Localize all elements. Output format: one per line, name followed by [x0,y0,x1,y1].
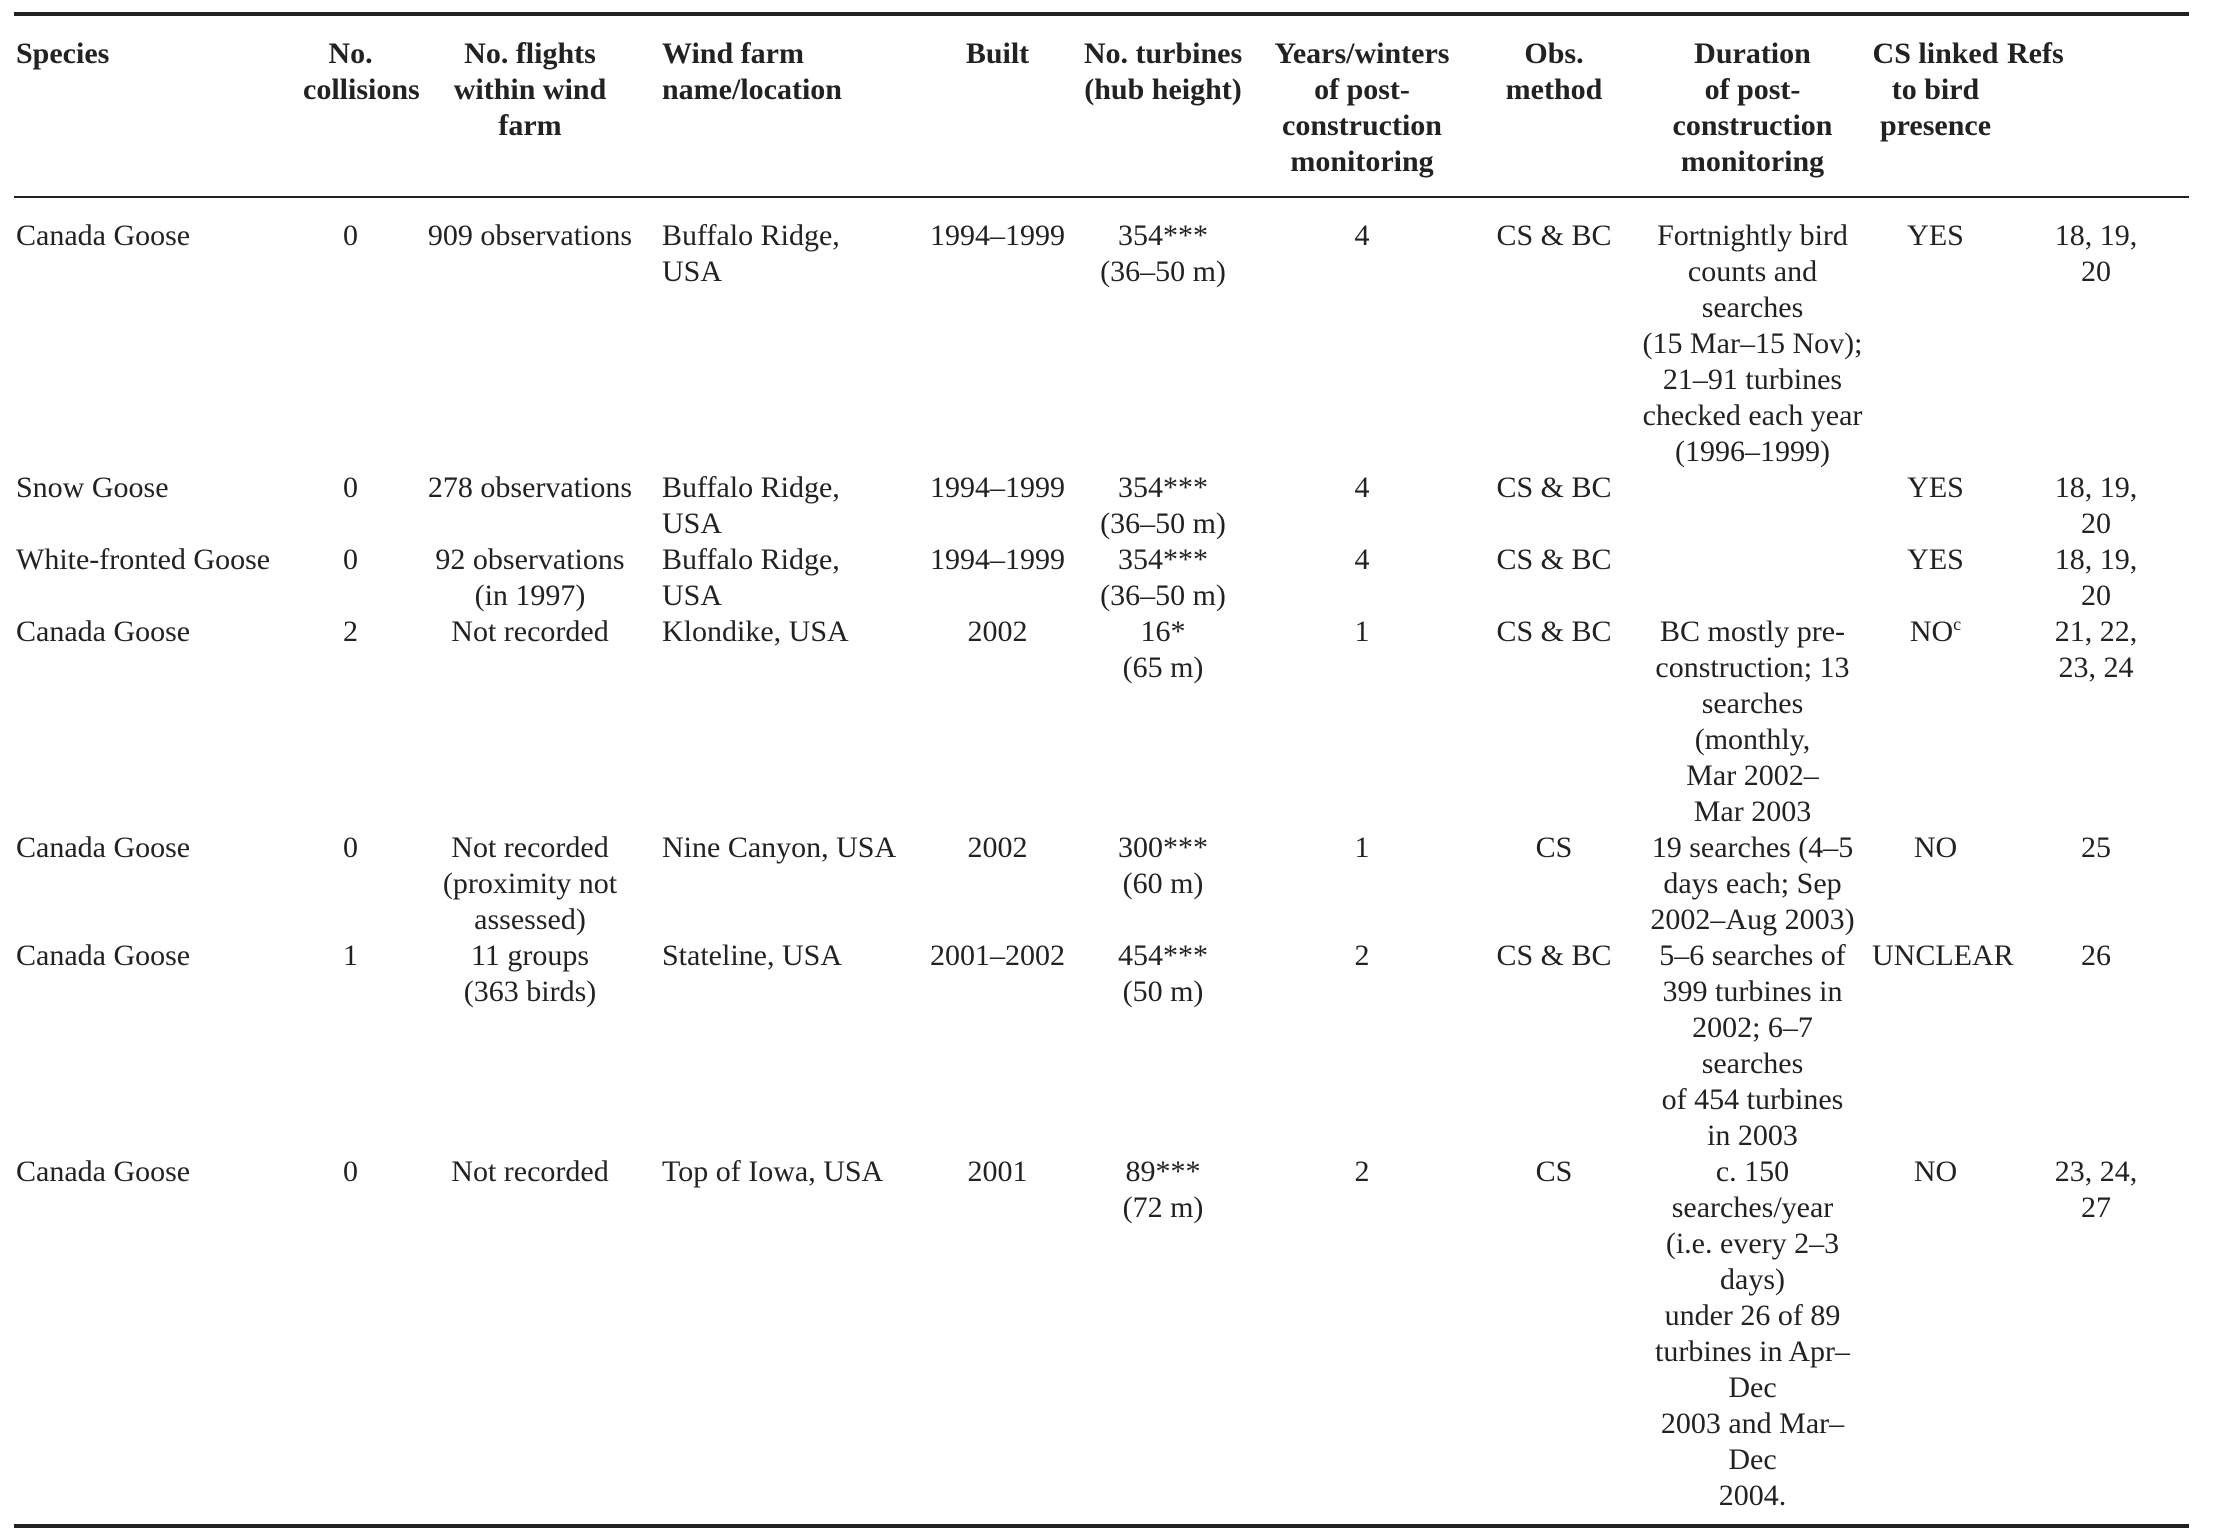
cell-species-text: Canada Goose [16,219,191,252]
cell-flights [402,614,658,830]
cell-turbines [1073,542,1253,614]
table-header [14,14,2189,197]
table-row [14,830,2189,938]
cell-method [1471,614,1637,830]
cell-collisions [299,197,402,470]
cell-species-text: Canada Goose [16,1155,191,1188]
cell-built [922,938,1073,1154]
cell-built-text: 1994–1999 [930,543,1065,576]
cell-method-text: CS [1535,1155,1573,1188]
cell-method-text: CS & BC [1496,543,1612,576]
cell-collisions [299,542,402,614]
cell-flights [402,938,658,1154]
cell-location [658,614,922,830]
header-refs: Refs [2007,37,2064,70]
cell-collisions-text: 1 [343,939,358,972]
cell-built [922,1154,1073,1526]
cell-refs [2003,614,2189,830]
cell-species [14,542,299,614]
cell-duration-text: BC mostly pre- construction; 13 searches (monthly, Mar 2002– Mar 2003 [1655,615,1850,828]
cell-built [922,197,1073,470]
cell-method-text: CS & BC [1496,471,1612,504]
cell-turbines-text: 300*** (60 m) [1118,831,1208,900]
cell-refs [2003,830,2189,938]
cell-collisions-text: 0 [343,543,358,576]
cell-years-text: 2 [1354,1155,1370,1188]
footnote-marker: c [1953,614,1962,634]
cell-collisions [299,1154,402,1526]
cell-flights [402,470,658,542]
cell-years [1253,830,1471,938]
cell-built-text: 2002 [967,831,1028,864]
cell-years [1253,197,1471,470]
cell-turbines-text: 454*** (50 m) [1118,939,1208,1008]
cell-method-text: CS & BC [1496,615,1612,648]
cell-duration-text: 19 searches (4–5 days each; Sep 2002–Aug 2003) [1650,831,1855,936]
cell-species-text: White-fronted Goose [16,543,271,576]
cell-method [1471,1154,1637,1526]
cell-cs-linked [1868,197,2003,470]
cell-turbines-text: 354*** (36–50 m) [1100,219,1226,288]
cell-location-text: Nine Canyon, USA [662,831,897,864]
cell-years-text: 2 [1354,939,1370,972]
cell-collisions [299,470,402,542]
cell-flights-text: 909 observations [427,219,633,252]
cell-turbines-text: 89*** (72 m) [1122,1155,1204,1224]
cell-collisions-text: 0 [343,471,358,504]
cell-built-text: 2001 [967,1155,1028,1188]
cell-duration [1637,938,1868,1154]
cell-years-text: 1 [1354,831,1370,864]
table-row [14,1154,2189,1526]
cell-flights [402,1154,658,1526]
header-row [14,14,2189,197]
cell-collisions [299,614,402,830]
cell-refs-text: 25 [2081,831,2111,864]
cell-turbines-text: 354*** (36–50 m) [1100,471,1226,540]
cell-years [1253,542,1471,614]
cell-refs [2003,938,2189,1154]
cell-refs-text: 18, 19, 20 [2054,543,2138,612]
cell-species [14,1154,299,1526]
cell-collisions-text: 0 [343,1155,358,1188]
cell-years-text: 1 [1354,615,1370,648]
table-body [14,197,2189,1526]
cell-location-text: Stateline, USA [662,939,842,972]
cell-turbines-text: 354*** (36–50 m) [1100,543,1226,612]
header-turbines: No. turbines (hub height) [1083,37,1243,106]
header-flights: No. flights within wind farm [453,37,607,142]
header-years: Years/winters of post- construction monitoring [1274,37,1450,178]
cell-flights-text: Not recorded [451,1155,609,1188]
cell-cs-linked-text: NO [1909,615,1954,648]
cell-flights-text: 92 observations (in 1997) [435,543,625,612]
cell-duration [1637,470,1868,542]
cell-duration [1637,614,1868,830]
cell-built [922,614,1073,830]
cell-method [1471,470,1637,542]
cell-built-text: 2002 [967,615,1028,648]
cell-built [922,542,1073,614]
cell-flights-text: Not recorded [451,615,609,648]
cell-method-text: CS & BC [1496,939,1612,972]
wind-farm-collision-table [14,12,2189,1528]
cell-species [14,938,299,1154]
cell-years [1253,938,1471,1154]
cell-built-text: 1994–1999 [930,471,1065,504]
cell-location [658,1154,922,1526]
cell-refs [2003,1154,2189,1526]
cell-turbines-text: 16* (65 m) [1122,615,1204,684]
cell-species-text: Canada Goose [16,831,191,864]
cell-flights [402,542,658,614]
cell-location [658,197,922,470]
cell-duration [1637,830,1868,938]
cell-collisions-text: 2 [343,615,358,648]
cell-flights-text: 278 observations [427,471,633,504]
header-species: Species [16,37,110,70]
cell-cs-linked [1868,1154,2003,1526]
cell-cs-linked [1868,542,2003,614]
cell-turbines [1073,1154,1253,1526]
cell-refs-text: 18, 19, 20 [2054,471,2138,540]
cell-refs-text: 23, 24, 27 [2054,1155,2138,1224]
cell-refs [2003,197,2189,470]
header-location: Wind farm name/location [662,37,842,106]
cell-location-text: Buffalo Ridge, USA [662,219,840,288]
cell-flights-text: Not recorded (proximity not assessed) [442,831,618,936]
cell-refs-text: 21, 22, 23, 24 [2054,615,2138,684]
cell-built-text: 2001–2002 [930,939,1065,972]
cell-species-text: Canada Goose [16,615,191,648]
cell-duration-text: c. 150 searches/year (i.e. every 2–3 days) under 26 of 89 turbines in Apr–Dec 2003 and Mar–Dec 2004. [1655,1155,1850,1512]
cell-cs-linked-text: UNCLEAR [1872,939,2014,972]
cell-duration [1637,1154,1868,1526]
cell-method [1471,830,1637,938]
cell-refs-text: 18, 19, 20 [2054,219,2138,288]
cell-collisions [299,938,402,1154]
cell-method [1471,938,1637,1154]
cell-species [14,197,299,470]
cell-refs-text: 26 [2081,939,2111,972]
cell-cs-linked [1868,830,2003,938]
cell-location-text: Top of Iowa, USA [662,1155,884,1188]
header-built: Built [965,37,1030,70]
cell-method [1471,542,1637,614]
cell-cs-linked-text: YES [1907,471,1964,504]
cell-method-text: CS [1535,831,1573,864]
cell-location-text: Buffalo Ridge, USA [662,471,840,540]
cell-cs-linked [1868,938,2014,1154]
cell-built [922,470,1073,542]
cell-turbines [1073,938,1253,1154]
cell-species [14,470,299,542]
cell-collisions-text: 0 [343,831,358,864]
cell-duration-text: Fortnightly bird counts and searches (15 Mar–15 Nov); 21–91 turbines checked each year (1996–1999) [1642,219,1863,468]
cell-collisions [299,830,402,938]
cell-built [922,830,1073,938]
cell-cs-linked [1868,470,2003,542]
cell-turbines [1073,614,1253,830]
cell-refs [2003,542,2189,614]
cell-location-text: Klondike, USA [662,615,849,648]
cell-duration [1637,197,1868,470]
table-row [14,614,2189,830]
cell-species [14,830,299,938]
cell-location-text: Buffalo Ridge, USA [662,543,840,612]
cell-species [14,614,299,830]
header-collisions: No. collisions [303,37,420,106]
header-duration: Duration of post- construction monitoring [1672,37,1833,178]
cell-years-text: 4 [1354,219,1370,252]
cell-flights [402,830,658,938]
cell-cs-linked-text: NO [1913,831,1958,864]
table-row [14,197,2189,470]
cell-method-text: CS & BC [1496,219,1612,252]
cell-species-text: Snow Goose [16,471,169,504]
cell-years-text: 4 [1354,543,1370,576]
table-row [14,470,2189,542]
cell-years [1253,614,1471,830]
header-cs-linked: CS linked to bird presence [1872,37,1999,142]
cell-refs [2003,470,2189,542]
cell-collisions-text: 0 [343,219,358,252]
cell-years-text: 4 [1354,471,1370,504]
cell-flights-text: 11 groups (363 birds) [463,939,597,1008]
cell-cs-linked-text: YES [1907,219,1964,252]
cell-years [1253,470,1471,542]
cell-location [658,830,922,938]
cell-location [658,470,922,542]
cell-built-text: 1994–1999 [930,219,1065,252]
cell-duration-text: 5–6 searches of 399 turbines in 2002; 6–7 searches of 454 turbines in 2003 [1659,939,1846,1152]
cell-cs-linked-text: NO [1913,1155,1958,1188]
cell-turbines [1073,830,1253,938]
header-method: Obs. method [1505,37,1603,106]
cell-turbines [1073,470,1253,542]
data-table-container [14,12,2189,1528]
cell-cs-linked [1868,614,2003,830]
table-row [14,542,2189,614]
cell-species-text: Canada Goose [16,939,191,972]
table-row [14,938,2189,1154]
cell-duration [1637,542,1868,614]
cell-cs-linked-text: YES [1907,543,1964,576]
cell-location [658,938,922,1154]
cell-method [1471,197,1637,470]
cell-years [1253,1154,1471,1526]
cell-flights [402,197,658,470]
cell-turbines [1073,197,1253,470]
cell-location [658,542,922,614]
